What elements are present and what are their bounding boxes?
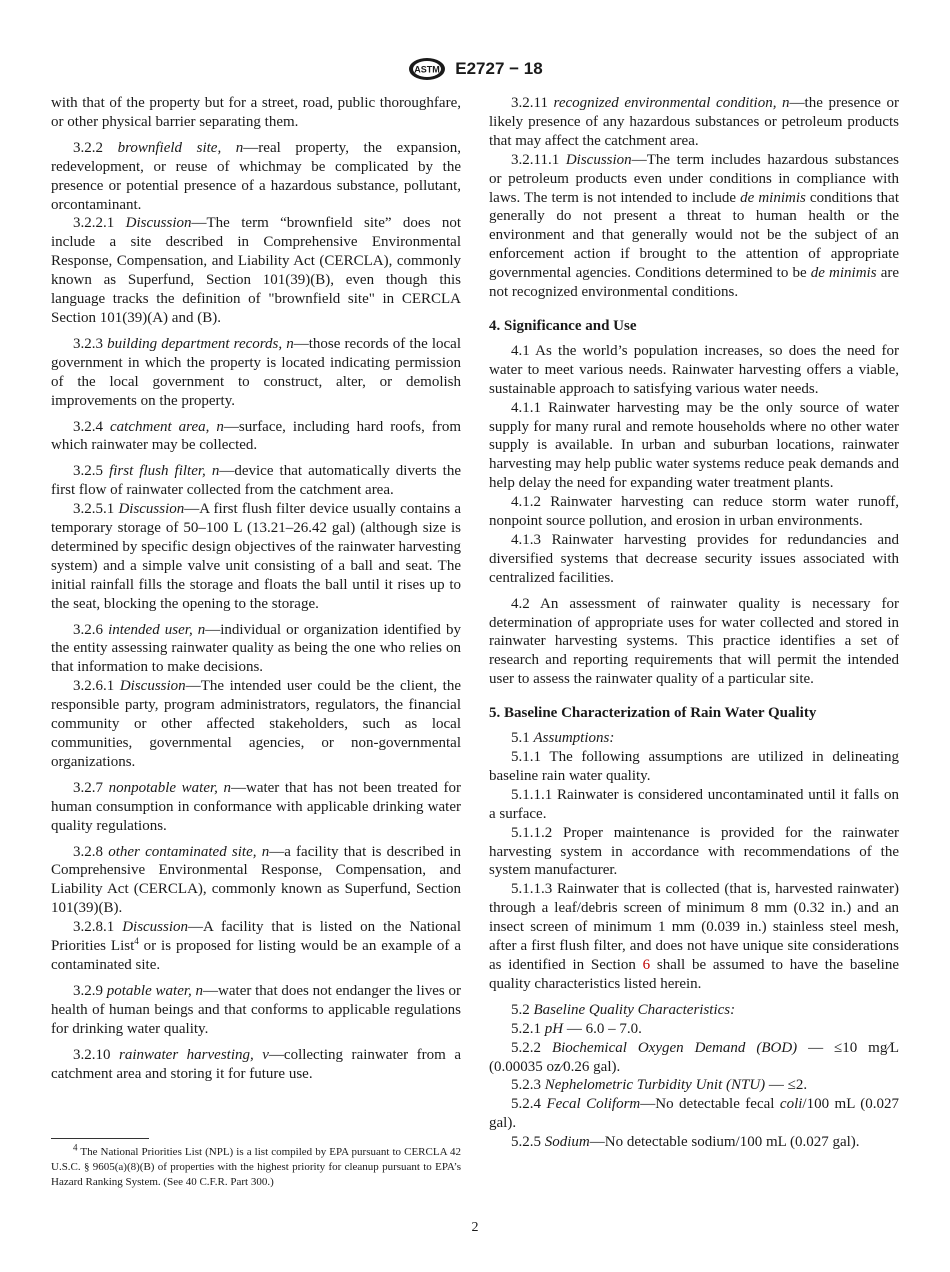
- section-5-1-1: 5.1.1 The following assumptions are utilized in delineating baseline rain water quality.: [489, 749, 899, 784]
- footnote-divider: [51, 1138, 149, 1139]
- footnote-reference[interactable]: 4: [134, 936, 139, 947]
- footnote: $^4$ The National Priorities List (NPL) is a list compiled by EPA pursuant to CERCLA 42 U.S.C. § 9605(a)(8)(B) of properties with the highest priority for cleanup pursuant to EPA’s Hazard Ranking System. (See 40 C.F.R. Part 300.): [51, 1142, 461, 1188]
- section-4-2: 4.2 An assessment of rainwater quality is necessary for determination of appropriate uses for water collected and stored in rainwater harvesting systems. This practice identifies a set of research and reporting requirements that will permit the intended user to assess the rainwater quality of a particular site.: [489, 595, 899, 688]
- section-3-2-11: 3.2.11 recognized environmental condition, n—the presence or likely presence of any hazardous substances or petroleum products that may affect the catchment area.: [489, 95, 899, 149]
- section-5-2: 5.2 Baseline Quality Characteristics:: [511, 1001, 736, 1018]
- page-number: 2: [471, 1220, 479, 1235]
- section-3-2-2: 3.2.2 brownfield site, n—real property, the expansion, redevelopment, or reuse of whichmay be complicated by the presence or potential presence of a hazardous substance, pollutant, orcontaminant.: [51, 139, 462, 213]
- section-3-2-6: 3.2.6 intended user, n—individual or organization identified by the entity assessing rainwater quality as being the one who relies on that information to make decisions.: [51, 621, 461, 676]
- section-3-2-9: 3.2.9 potable water, n—water that does not endanger the lives or health of human beings and that conforms to applicable regulations for drinking water quality.: [51, 982, 461, 1037]
- section-3-2-3: 3.2.3 building department records, n—those records of the local government in which the property is located indicating permission of the local government to construct, alter, or demolish improvements on the property.: [51, 335, 462, 409]
- section-4-1: 4.1 As the world’s population increases, so does the need for water to meet various needs. Rainwater harvesting offers a viable, sustainable approach to satisfying various water needs.: [489, 342, 899, 397]
- section-3-2-2-1: 3.2.2.1 Discussion—The term “brownfield site” does not include a site described in Comprehensive Environmental Response, Compensation, and Liability Act (CERCLA), commonly known as Superfund, Section 101(39)(B), even though this language tracks the definition of "brownfield site" in CERCLA Section 101(39)(A) and (B).: [51, 215, 462, 326]
- section-heading-5: 5. Baseline Characterization of Rain Water Quality: [489, 705, 817, 722]
- document-id: E2727 − 18: [455, 59, 543, 78]
- section-5-1: 5.1 Assumptions:: [511, 730, 615, 747]
- section-3-2-11-1: 3.2.11.1 Discussion—The term includes hazardous substances or petroleum products even under conditions in compliance with laws. The term is not intended to include de minimis conditions that generally do not present a threat to human health or the environment and that generally would not be the subject of an enforcement action if brought to the attention of appropriate governmental agencies. Conditions determined to be de minimis are not recognized environmental conditions.: [489, 151, 899, 301]
- section-5-1-1-3: 5.1.1.3 Rainwater that is collected (that is, harvested rainwater) through a leaf/debris screen of minimum 8 mm (0.32 in.) and an insect screen of minimum 1 mm (0.039 in.) stainless steel mesh, after a first flush filter, and does not have unique site considerations as identified in Section 6 shall be assumed to have the baseline quality characteristics listed herein.: [489, 881, 899, 992]
- left-column: [51, 94, 461, 1083]
- section-heading-4: 4. Significance and Use: [489, 317, 637, 334]
- section-5-2-3: 5.2.3 Nephelometric Turbidity Unit (NTU) — ≤2.: [511, 1077, 808, 1094]
- section-3-2-5: 3.2.5 first flush filter, n—device that automatically diverts the first flow of rainwater collected from the catchment area.: [51, 463, 461, 499]
- svg-text:ASTM: ASTM: [414, 64, 441, 75]
- section-5-1-1-1: 5.1.1.1 Rainwater is considered uncontaminated until it falls on a surface.: [489, 786, 899, 822]
- section-6-link[interactable]: 6: [642, 956, 651, 973]
- section-3-2-10: 3.2.10 rainwater harvesting, v—collecting rainwater from a catchment area and storing it for future use.: [51, 1046, 461, 1082]
- section-4-1-2: 4.1.2 Rainwater harvesting can reduce storm water runoff, nonpoint source pollution, and erosion in urban environments.: [489, 494, 899, 530]
- paragraph-continuation: with that of the property but for a street, road, public thoroughfare, or other physical barrier separating them.: [51, 95, 461, 130]
- page-header: [0, 56, 950, 82]
- section-3-2-8-1: 3.2.8.1 Discussion—A facility that is listed on the National Priorities List$^4$ or is proposed for listing would be an example of a contaminated site.: [51, 919, 461, 973]
- section-3-2-7: 3.2.7 nonpotable water, n—water that has not been treated for human consumption in conformance with applicable drinking water quality regulations.: [51, 779, 462, 834]
- section-5-2-5: 5.2.5 Sodium—No detectable sodium/100 mL (0.027 gal).: [511, 1134, 860, 1151]
- section-3-2-5-1: 3.2.5.1 Discussion—A first flush filter device usually contains a temporary storage of 50–100 L (13.21–26.42 gal) (although size is determined by specific design objectives of the rainwater harvesting system) and a simple valve unit consisting of a ball and seat. The initial rainfall fills the storage and floats the ball until it rises up to the seat, blocking the opening to the storage.: [51, 501, 462, 612]
- section-4-1-3: 4.1.3 Rainwater harvesting provides for redundancies and diversified systems that decrease security issues associated with centralized facilities.: [489, 531, 899, 586]
- right-column: [489, 94, 899, 1152]
- section-5-1-1-2: 5.1.1.2 Proper maintenance is provided for the rainwater harvesting system in accordance with recommendations of the system manufacturer.: [489, 824, 899, 879]
- section-5-2-4: 5.2.4 Fecal Coliform—No detectable fecal coli/100 mL (0.027 gal).: [489, 1096, 900, 1132]
- section-5-2-2: 5.2.2 Biochemical Oxygen Demand (BOD) — ≤10 mg⁄L (0.00035 oz⁄0.26 gal).: [489, 1039, 899, 1075]
- section-3-2-8: 3.2.8 other contaminated site, n—a facility that is described in Comprehensive Environmental Response, Compensation, and Liability Act (CERCLA), commonly known as Superfund, Section 101(39)(B).: [51, 843, 461, 917]
- section-5-2-1: 5.2.1 pH — 6.0 – 7.0.: [511, 1020, 642, 1037]
- section-3-2-6-1: 3.2.6.1 Discussion—The intended user could be the client, the responsible party, program administrators, regulators, the financial community or other affected stakeholders, such as local communities, governmental agencies, or non-governmental organizations.: [51, 678, 461, 770]
- astm-logo-icon: [407, 56, 447, 82]
- section-3-2-4: 3.2.4 catchment area, n—surface, including hard roofs, from which rainwater may be collected.: [51, 418, 461, 454]
- section-4-1-1: 4.1.1 Rainwater harvesting may be the only source of water supply for many rural and remote households where no other water supply is available. In urban and suburban locations, rainwater harvesting may help public water systems reduce peak demands and help delay the need for expanding water treatment plants.: [489, 399, 899, 492]
